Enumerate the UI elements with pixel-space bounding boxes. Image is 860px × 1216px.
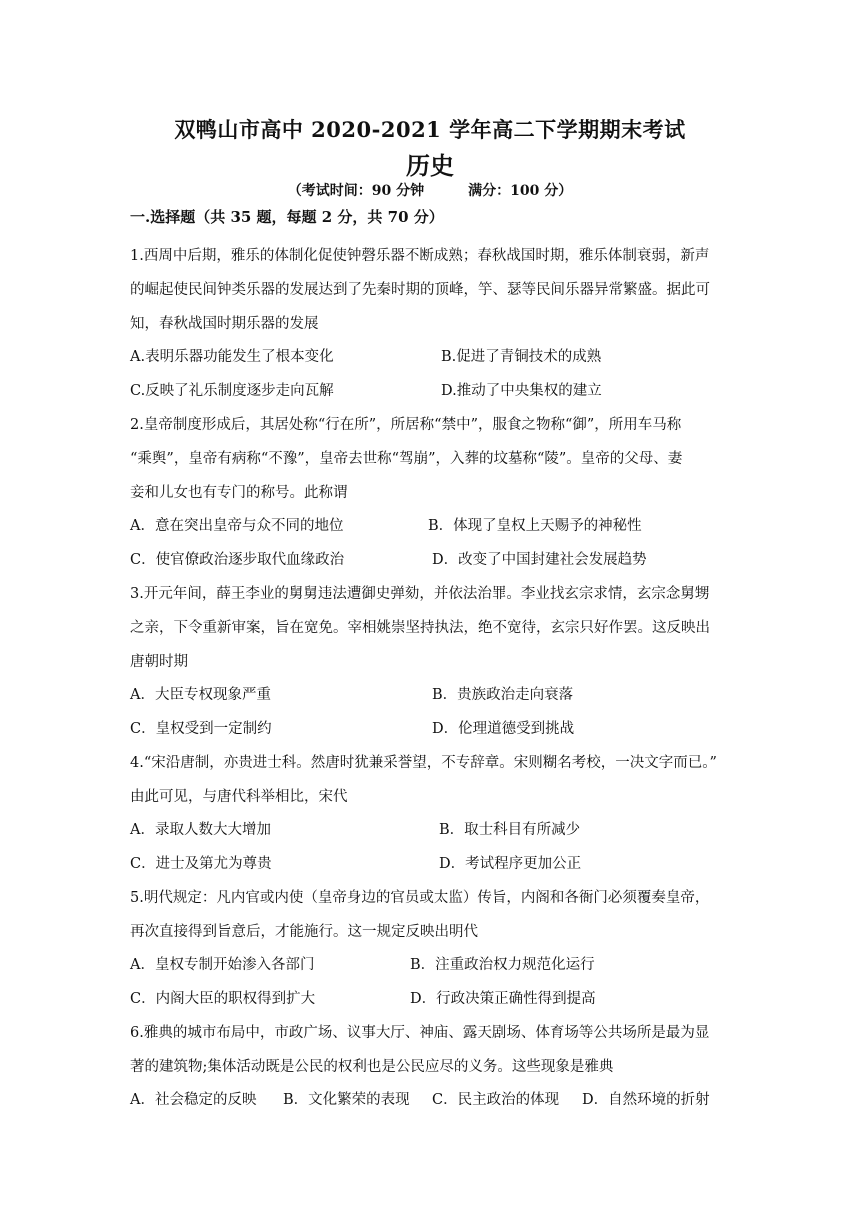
question-5-option-b: B．注重政治权力规范化运行 [410,957,595,973]
question-2-option-b: B．体现了皇权上天赐予的神秘性 [428,518,642,534]
question-2-option-d: D．改变了中国封建社会发展趋势 [432,552,647,568]
question-2-line-1: 2.皇帝制度形成后，其居处称“行在所”，所居称“禁中”，服食之物称“御”，所用车马称 [130,417,682,433]
question-5-option-c: C．内阁大臣的职权得到扩大 [130,991,316,1007]
question-5-line-1: 5.明代规定：凡内官或内使（皇帝身边的官员或太监）传旨，内阁和各衙门必须覆奏皇帝， [130,890,710,906]
question-1-line-1: 1.西周中后期，雅乐的体制化促使钟磬乐器不断成熟；春秋战国时期，雅乐体制衰弱，新声 [130,248,710,264]
question-2-option-c: C．使官僚政治逐步取代血缘政治 [130,552,345,568]
question-6-line-1: 6.雅典的城市布局中，市政广场、议事大厅、神庙、露天剧场、体育场等公共场所是最为显 [130,1025,710,1041]
exam-score: 满分：100 分） [468,183,573,199]
question-2-line-3: 妾和儿女也有专门的称号。此称谓 [130,485,348,501]
question-4-option-b: B．取士科目有所减少 [439,822,581,838]
question-3-option-b: B．贵族政治走向衰落 [432,687,574,703]
question-3-line-3: 唐朝时期 [130,654,188,670]
question-3-line-2: 之亲，下令重新审案，旨在宽免。宰相姚崇坚持执法，绝不宽待，玄宗只好作罢。这反映出 [130,620,710,636]
exam-subject: 历史 [406,151,454,180]
question-2-line-2: “乘舆”，皇帝有病称“不豫”，皇帝去世称“驾崩”，入葬的坟墓称“陵”。皇帝的父母、妻 [130,451,683,467]
question-1-option-c: C.反映了礼乐制度逐步走向瓦解 [130,383,334,399]
exam-title: 双鸭山市高中 2020-2021 学年高二下学期期末考试 [174,117,686,142]
question-1-option-d: D.推动了中央集权的建立 [441,383,602,399]
question-1-line-2: 的崛起使民间钟类乐器的发展达到了先秦时期的顶峰，竽、瑟等民间乐器异常繁盛。据此可 [130,282,710,298]
question-5-line-2: 再次直接得到旨意后，才能施行。这一规定反映出明代 [130,924,478,940]
question-3-option-a: A．大臣专权现象严重 [130,687,271,703]
exam-time: （考试时间：90 分钟 [287,183,425,199]
exam-meta [0,180,860,200]
question-6-option-d: D．自然环境的折射 [582,1092,710,1108]
question-3-line-1: 3.开元年间，薛王李业的舅舅违法遭御史弹劾，并依法治罪。李业找玄宗求情，玄宗念舅甥 [130,586,710,602]
question-1-option-b: B.促进了青铜技术的成熟 [441,349,602,365]
question-2-option-a: A．意在突出皇帝与众不同的地位 [130,518,344,534]
question-4-option-d: D．考试程序更加公正 [439,856,582,872]
question-6-option-c: C．民主政治的体现 [432,1092,560,1108]
question-3-option-d: D．伦理道德受到挑战 [432,721,575,737]
question-4-option-a: A．录取人数大大增加 [130,822,271,838]
question-6-option-b: B．文化繁荣的表现 [283,1092,410,1108]
question-5-option-a: A．皇权专制开始渗入各部门 [130,957,315,973]
question-3-option-c: C．皇权受到一定制约 [130,721,272,737]
question-6-option-a: A．社会稳定的反映 [130,1092,257,1108]
question-1-option-a: A.表明乐器功能发生了根本变化 [130,349,334,365]
question-4-option-c: C．进士及第尤为尊贵 [130,856,272,872]
question-5-option-d: D．行政决策正确性得到提高 [410,991,596,1007]
question-4-line-1: 4.“宋沿唐制，亦贵进士科。然唐时犹兼采誉望，不专辞章。宋则糊名考校，一决文字而已。” [130,755,717,771]
question-4-line-2: 由此可见，与唐代科举相比，宋代 [130,789,348,805]
section-title: 一.选择题（共 35 题，每题 2 分，共 70 分） [130,208,444,226]
question-1-line-3: 知，春秋战国时期乐器的发展 [130,316,319,332]
question-6-line-2: 著的建筑物;集体活动既是公民的权利也是公民应尽的义务。这些现象是雅典 [130,1059,614,1075]
